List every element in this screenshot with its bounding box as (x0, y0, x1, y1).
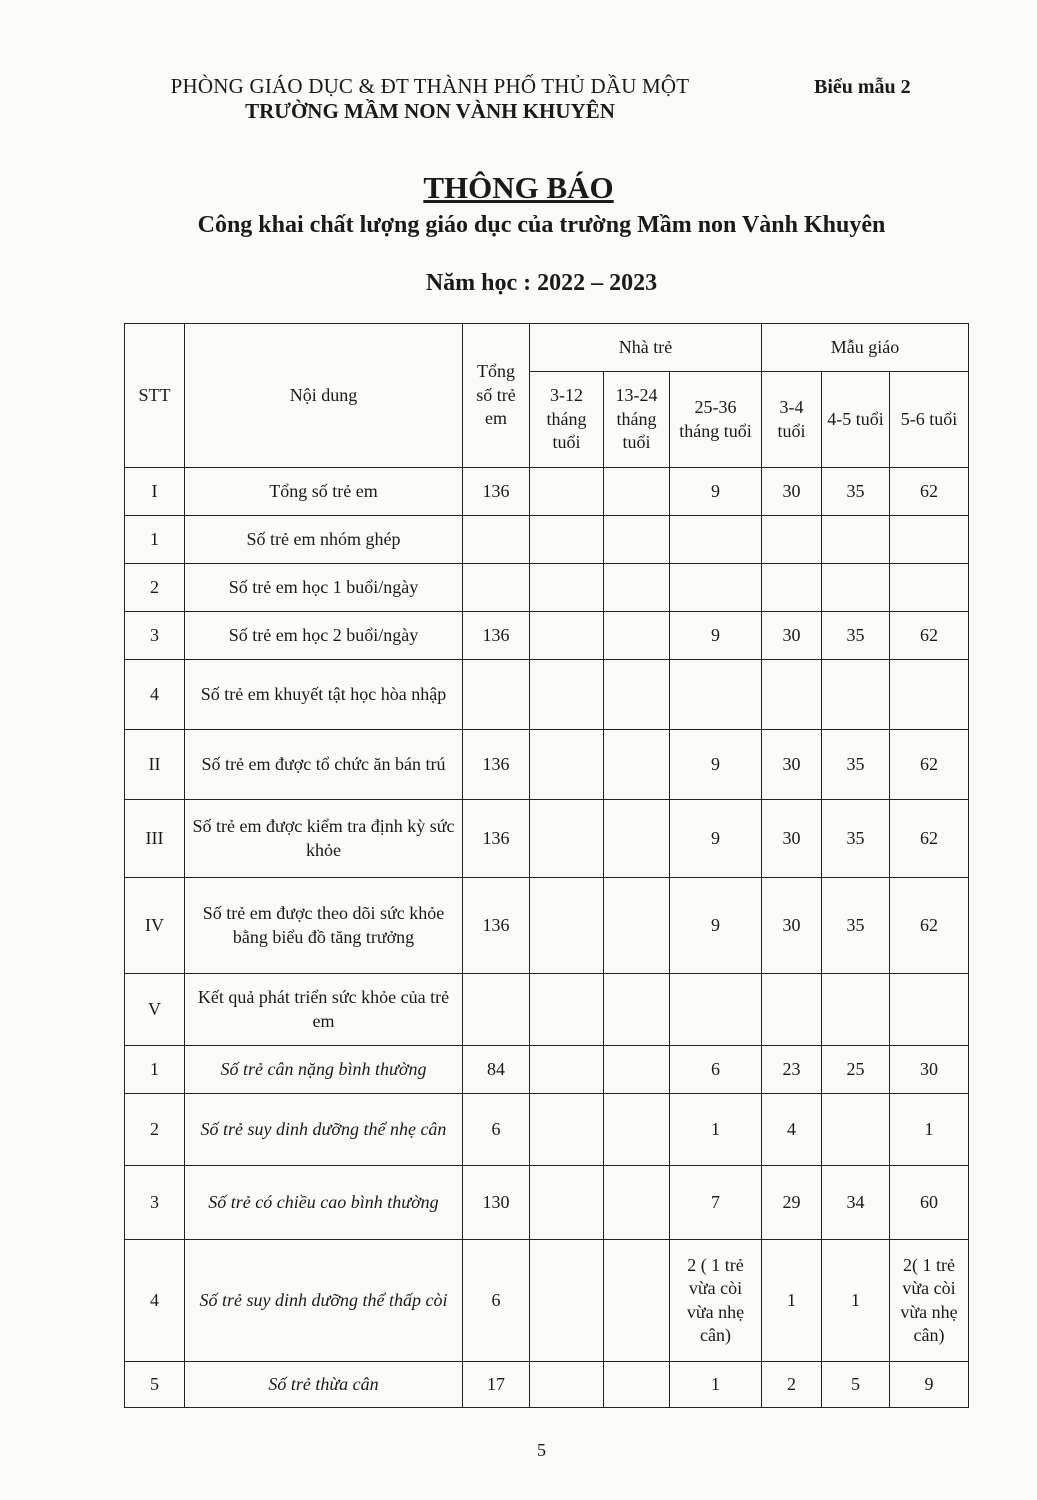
row-age-25-36 (670, 974, 762, 1046)
row-content: Số trẻ em học 2 buổi/ngày (185, 612, 463, 660)
row-age-13-24 (604, 1166, 670, 1240)
row-age-13-24 (604, 730, 670, 800)
row-age-25-36 (670, 564, 762, 612)
header-stt: STT (125, 324, 185, 468)
row-age-3-4 (762, 974, 822, 1046)
letterhead (120, 74, 740, 124)
table-row (125, 878, 969, 974)
row-content: Số trẻ cân nặng bình thường (185, 1046, 463, 1094)
row-age-3-12 (530, 564, 604, 612)
school-year: Năm học : 2022 – 2023 (425, 270, 658, 296)
row-age-5-6: 30 (890, 1046, 969, 1094)
row-total (463, 660, 530, 730)
header-age-25-36: 25-36 tháng tuổi (670, 372, 762, 468)
row-total: 84 (463, 1046, 530, 1094)
row-age-5-6: 62 (890, 800, 969, 878)
row-content: Số trẻ thừa cân (185, 1362, 463, 1408)
row-content: Số trẻ suy dinh dưỡng thể nhẹ cân (185, 1094, 463, 1166)
row-age-3-4: 30 (762, 612, 822, 660)
row-age-5-6: 62 (890, 878, 969, 974)
row-age-3-4: 4 (762, 1094, 822, 1166)
row-age-4-5: 34 (822, 1166, 890, 1240)
row-age-13-24 (604, 800, 670, 878)
header-row-1 (125, 324, 969, 372)
row-age-3-4: 30 (762, 468, 822, 516)
row-age-25-36: 6 (670, 1046, 762, 1094)
row-stt: 5 (125, 1362, 185, 1408)
row-age-25-36: 1 (670, 1362, 762, 1408)
row-content: Số trẻ em được tổ chức ăn bán trú (185, 730, 463, 800)
row-total (463, 974, 530, 1046)
row-age-5-6: 1 (890, 1094, 969, 1166)
row-content: Số trẻ em được theo dõi sức khỏe bằng biểu đồ tăng trưởng (185, 878, 463, 974)
row-stt: II (125, 730, 185, 800)
row-age-5-6: 62 (890, 468, 969, 516)
row-stt: V (125, 974, 185, 1046)
table-row (125, 1362, 969, 1408)
row-total: 136 (463, 468, 530, 516)
header-age-3-12: 3-12 tháng tuổi (530, 372, 604, 468)
row-age-5-6 (890, 974, 969, 1046)
row-total: 136 (463, 800, 530, 878)
table-row (125, 660, 969, 730)
row-age-3-12 (530, 974, 604, 1046)
row-content: Số trẻ em được kiểm tra định kỳ sức khỏe (185, 800, 463, 878)
row-age-25-36: 9 (670, 878, 762, 974)
row-age-4-5: 35 (822, 612, 890, 660)
row-age-3-4: 30 (762, 730, 822, 800)
row-age-3-4: 23 (762, 1046, 822, 1094)
row-stt: 4 (125, 1240, 185, 1362)
row-age-3-12 (530, 516, 604, 564)
row-age-4-5: 5 (822, 1362, 890, 1408)
row-age-4-5 (822, 564, 890, 612)
row-age-3-12 (530, 1166, 604, 1240)
row-age-3-4: 2 (762, 1362, 822, 1408)
row-age-3-4: 1 (762, 1240, 822, 1362)
department-name: PHÒNG GIÁO DỤC & ĐT THÀNH PHỐ THỦ DẦU MỘT (170, 74, 690, 98)
row-stt: 4 (125, 660, 185, 730)
table-row (125, 612, 969, 660)
row-total: 136 (463, 730, 530, 800)
row-age-13-24 (604, 564, 670, 612)
row-total: 17 (463, 1362, 530, 1408)
page-number: 5 (537, 1440, 546, 1460)
row-age-25-36: 2 ( 1 trẻ vừa còi vừa nhẹ cân) (670, 1240, 762, 1362)
row-age-13-24 (604, 612, 670, 660)
row-stt: 1 (125, 516, 185, 564)
row-age-13-24 (604, 660, 670, 730)
header-total: Tổng số trẻ em (463, 324, 530, 468)
row-total: 130 (463, 1166, 530, 1240)
row-age-3-12 (530, 1240, 604, 1362)
row-stt: IV (125, 878, 185, 974)
row-stt: 1 (125, 1046, 185, 1094)
row-age-5-6: 62 (890, 612, 969, 660)
table-row (125, 800, 969, 878)
table-row (125, 1166, 969, 1240)
row-age-13-24 (604, 1240, 670, 1362)
header-age-5-6: 5-6 tuổi (890, 372, 969, 468)
row-age-4-5: 35 (822, 468, 890, 516)
row-total (463, 516, 530, 564)
document-title: THÔNG BÁO (423, 170, 614, 205)
row-age-3-12 (530, 878, 604, 974)
header-kindergarten: Mẫu giáo (762, 324, 969, 372)
table-row (125, 468, 969, 516)
row-total: 136 (463, 878, 530, 974)
row-age-4-5: 35 (822, 878, 890, 974)
row-age-25-36: 9 (670, 800, 762, 878)
row-age-4-5: 35 (822, 800, 890, 878)
row-age-3-4 (762, 564, 822, 612)
row-age-3-4: 30 (762, 878, 822, 974)
row-age-4-5 (822, 974, 890, 1046)
header-content: Nội dung (185, 324, 463, 468)
row-age-3-12 (530, 800, 604, 878)
row-age-3-12 (530, 1046, 604, 1094)
row-age-25-36 (670, 660, 762, 730)
row-age-13-24 (604, 1046, 670, 1094)
row-age-25-36: 7 (670, 1166, 762, 1240)
row-age-4-5 (822, 1094, 890, 1166)
row-content: Tổng số trẻ em (185, 468, 463, 516)
row-stt: I (125, 468, 185, 516)
row-age-25-36 (670, 516, 762, 564)
row-age-3-4 (762, 660, 822, 730)
header-age-3-4: 3-4 tuổi (762, 372, 822, 468)
row-stt: 3 (125, 612, 185, 660)
row-age-5-6 (890, 660, 969, 730)
row-age-5-6: 9 (890, 1362, 969, 1408)
row-age-13-24 (604, 878, 670, 974)
table-row (125, 516, 969, 564)
row-age-13-24 (604, 1094, 670, 1166)
row-stt: 2 (125, 1094, 185, 1166)
table-row (125, 1240, 969, 1362)
row-age-13-24 (604, 1362, 670, 1408)
row-age-13-24 (604, 468, 670, 516)
row-age-3-4: 30 (762, 800, 822, 878)
row-content: Số trẻ có chiều cao bình thường (185, 1166, 463, 1240)
row-age-3-4: 29 (762, 1166, 822, 1240)
form-label: Biểu mẫu 2 (814, 76, 911, 98)
row-age-3-4 (762, 516, 822, 564)
row-total: 6 (463, 1094, 530, 1166)
row-age-4-5: 25 (822, 1046, 890, 1094)
row-content: Kết quả phát triển sức khỏe của trẻ em (185, 974, 463, 1046)
row-age-25-36: 1 (670, 1094, 762, 1166)
row-stt: 3 (125, 1166, 185, 1240)
row-age-4-5 (822, 516, 890, 564)
report-table (124, 323, 969, 1408)
row-age-5-6: 60 (890, 1166, 969, 1240)
row-total: 136 (463, 612, 530, 660)
header-age-4-5: 4-5 tuổi (822, 372, 890, 468)
row-age-3-12 (530, 660, 604, 730)
row-content: Số trẻ em nhóm ghép (185, 516, 463, 564)
row-age-25-36: 9 (670, 612, 762, 660)
row-age-5-6 (890, 516, 969, 564)
header-age-13-24: 13-24 tháng tuổi (604, 372, 670, 468)
row-total (463, 564, 530, 612)
row-age-5-6: 2( 1 trẻ vừa còi vừa nhẹ cân) (890, 1240, 969, 1362)
table-row (125, 1094, 969, 1166)
table-row (125, 1046, 969, 1094)
row-total: 6 (463, 1240, 530, 1362)
row-age-5-6 (890, 564, 969, 612)
row-age-3-12 (530, 1362, 604, 1408)
row-age-3-12 (530, 1094, 604, 1166)
row-age-13-24 (604, 974, 670, 1046)
row-content: Số trẻ suy dinh dưỡng thể thấp còi (185, 1240, 463, 1362)
row-age-25-36: 9 (670, 468, 762, 516)
row-age-25-36: 9 (670, 730, 762, 800)
row-stt: 2 (125, 564, 185, 612)
table-row (125, 974, 969, 1046)
row-content: Số trẻ em khuyết tật học hòa nhập (185, 660, 463, 730)
school-name: TRƯỜNG MẦM NON VÀNH KHUYÊN (245, 99, 615, 123)
table-row (125, 730, 969, 800)
table-row (125, 564, 969, 612)
row-stt: III (125, 800, 185, 878)
row-content: Số trẻ em học 1 buổi/ngày (185, 564, 463, 612)
row-age-13-24 (604, 516, 670, 564)
row-age-3-12 (530, 730, 604, 800)
row-age-4-5: 35 (822, 730, 890, 800)
row-age-3-12 (530, 468, 604, 516)
row-age-4-5 (822, 660, 890, 730)
document-subtitle: Công khai chất lượng giáo dục của trường Mầm non Vành Khuyên (197, 212, 886, 238)
row-age-3-12 (530, 612, 604, 660)
row-age-5-6: 62 (890, 730, 969, 800)
row-age-4-5: 1 (822, 1240, 890, 1362)
header-nursery: Nhà trẻ (530, 324, 762, 372)
